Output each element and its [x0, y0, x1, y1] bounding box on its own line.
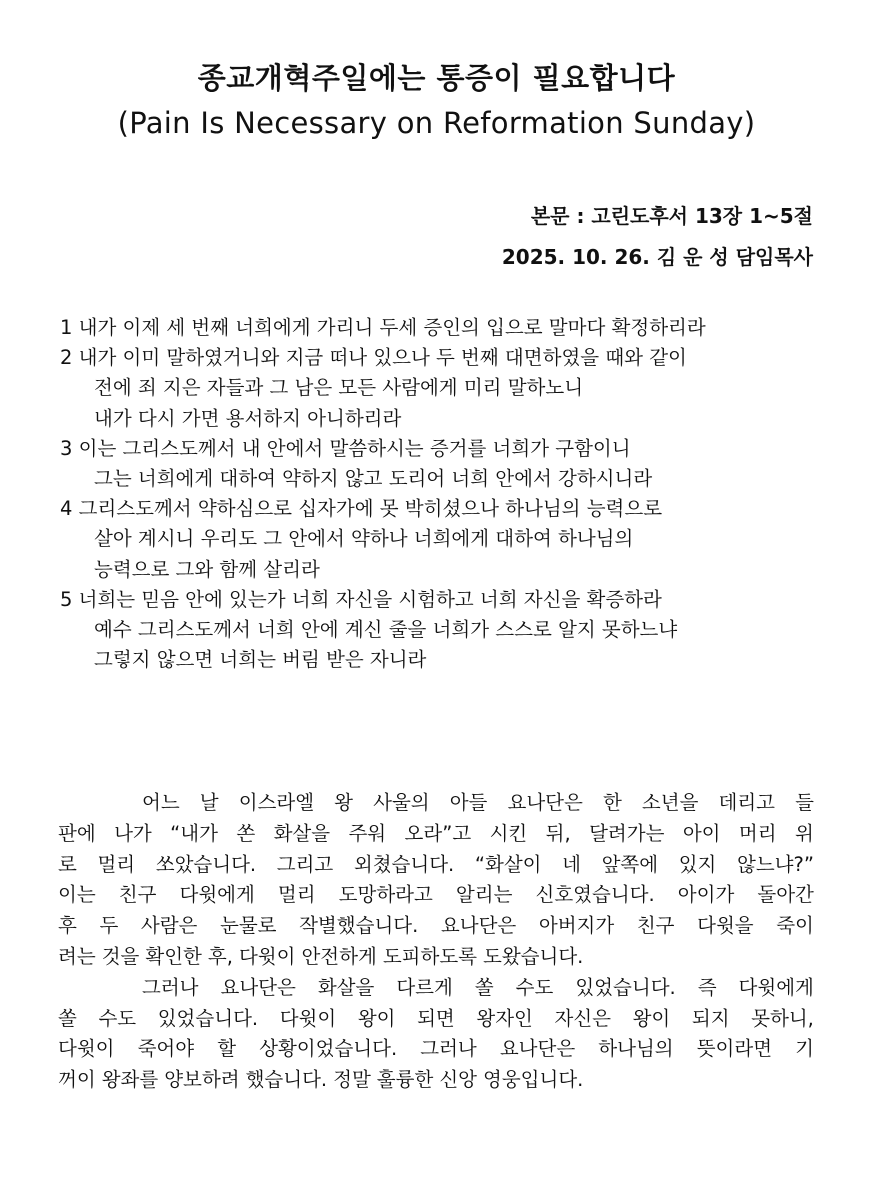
word: 아이가: [677, 883, 735, 907]
word: 데리고: [718, 791, 776, 814]
word: 다윗을: [697, 914, 754, 938]
paragraph-line: [58, 1065, 814, 1096]
word: 머리: [738, 821, 777, 845]
word: 도망하라고: [338, 883, 433, 907]
word: 양보하려: [164, 1068, 240, 1092]
word: 네: [562, 852, 581, 876]
word: 다윗에게: [738, 975, 814, 999]
word: 자신은: [554, 1006, 611, 1030]
word: 정말: [333, 1068, 371, 1092]
word: 즉: [697, 975, 717, 999]
verse-line: 내가 다시 가면 용서하지 아니하리라: [94, 406, 402, 430]
verse-line: 2 내가 이미 말하였거니와 지금 떠나 있으나 두 번째 대면하였을 때와 같이: [60, 346, 687, 370]
word: 판에: [58, 821, 96, 845]
word: 도왔습니다.: [483, 944, 584, 968]
word: 달려가는: [589, 821, 665, 845]
word: 위: [794, 821, 814, 845]
word: 하나님의: [598, 1037, 674, 1061]
word: 다윗이: [279, 1006, 337, 1030]
word: 아이: [682, 821, 721, 845]
date-and-pastor: 2025. 10. 26. 김 운 성 담임목사: [501, 245, 813, 269]
word: 뒤,: [545, 821, 571, 845]
verse-line: 그는 너희에게 대하여 약하지 않고 도리어 너희 안에서 강하시니라: [94, 466, 653, 490]
word: 오라”고: [404, 821, 472, 845]
word: 것을: [101, 944, 140, 968]
word: 들: [795, 791, 814, 814]
word: 돌아간: [757, 883, 814, 907]
word: 아버지가: [538, 914, 615, 938]
word: 어느: [142, 791, 180, 814]
word: 그러나: [420, 1037, 477, 1061]
word: 로: [58, 852, 77, 876]
word: 멀리: [97, 852, 136, 876]
word: 요나단은: [440, 914, 517, 938]
word: 나가: [114, 821, 152, 845]
word: 왕이: [357, 1006, 396, 1030]
sermon-body: [58, 788, 814, 1096]
scripture-reference: 본문 : 고린도후서 13장 1~5절: [530, 204, 813, 228]
verse-line: 살아 계시니 우리도 그 안에서 약하나 너희에게 대하여 하나님의: [94, 527, 634, 551]
word: 쏘았습니다.: [155, 852, 257, 876]
word: 신앙: [439, 1068, 477, 1092]
word: 멀리: [277, 883, 316, 907]
word: 쏠: [474, 975, 494, 999]
paragraph-line: [58, 788, 814, 819]
verse-line: 예수 그리스도께서 너희 안에 계신 줄을 너희가 스스로 알지 못하느냐: [94, 617, 678, 641]
verse-line: 3 이는 그리스도께서 내 안에서 말씀하시는 증거를 너희가 구함이니: [60, 436, 631, 460]
word: 이스라엘: [238, 791, 315, 814]
word: 뜻이라면: [696, 1037, 773, 1061]
verse-line: 5 너희는 믿음 안에 있는가 너희 자신을 시험하고 너희 자신을 확증하라: [60, 587, 662, 611]
verse-line: 능력으로 그와 함께 살리라: [94, 557, 320, 581]
word: “화살이: [474, 852, 542, 876]
word: 이는: [58, 883, 96, 907]
word: 되면: [417, 1006, 455, 1030]
word: 소년을: [641, 791, 699, 814]
scripture-verses: [60, 313, 820, 675]
paragraph-line: [58, 880, 814, 911]
word: 있지: [678, 852, 717, 876]
word: 신호였습니다.: [535, 883, 655, 907]
word: 했습니다.: [245, 1068, 328, 1092]
word: 친구: [118, 883, 157, 907]
word: 할: [217, 1037, 237, 1061]
word: 꺼이: [58, 1068, 96, 1092]
verse-line: 4 그리스도께서 약하심으로 십자가에 못 박히셨으나 하나님의 능력으로: [60, 497, 663, 521]
word: 확인한: [145, 944, 202, 968]
word: 아들: [449, 791, 488, 814]
word: 죽이: [776, 914, 814, 938]
word: 작별했습니다.: [299, 914, 419, 938]
word: 다윗에게: [179, 883, 255, 907]
word: 사람은: [140, 914, 198, 938]
word: 못하니,: [751, 1006, 814, 1030]
verse-line: 1 내가 이제 세 번째 너희에게 가리니 두세 증인의 입으로 말마다 확정하리라: [60, 316, 706, 339]
word: 다윗이: [58, 1037, 115, 1061]
word: 려는: [58, 944, 96, 968]
word: 죽어야: [137, 1037, 195, 1061]
word: 알리는: [455, 883, 513, 907]
word: 왕자인: [476, 1006, 533, 1030]
verse-line: 그렇지 않으면 너희는 버림 받은 자니라: [94, 648, 427, 672]
paragraph-line: [58, 1034, 814, 1065]
paragraph-line: [58, 942, 814, 973]
word: 되지: [691, 1006, 730, 1030]
word: 한: [602, 791, 622, 814]
word: 날: [199, 791, 219, 814]
word: 외쳤습니다.: [353, 852, 455, 876]
word: 두: [99, 914, 119, 938]
word: 친구: [636, 914, 675, 938]
word: 사울의: [373, 791, 430, 814]
word: 다르게: [396, 975, 453, 999]
word: 다윗이: [238, 944, 296, 968]
word: 도피하도록: [382, 944, 477, 968]
paragraph-line: [58, 973, 814, 1004]
word: 안전하게: [301, 944, 377, 968]
word: 앞쪽에: [601, 852, 659, 876]
word: 있었습니다.: [157, 1006, 259, 1030]
word: 요나단은: [499, 1037, 576, 1061]
page-title: 종교개혁주일에는 통증이 필요합니다: [197, 61, 676, 95]
word: 그러나: [142, 975, 199, 999]
word: 왕좌를: [101, 1068, 159, 1092]
word: 쏜: [236, 821, 256, 845]
word: 기: [795, 1037, 814, 1061]
word: 요나단은: [507, 791, 583, 814]
word: 수도: [98, 1006, 137, 1030]
paragraph-line: [58, 819, 814, 850]
word: 왕: [334, 791, 354, 814]
word: 훌륭한: [376, 1068, 434, 1092]
word: 요나단은: [220, 975, 296, 999]
paragraph-line: [58, 1004, 814, 1035]
word: 후,: [207, 944, 233, 968]
word: 화살을: [317, 975, 375, 999]
word: 수도: [515, 975, 554, 999]
word: 주워: [348, 821, 387, 845]
word: 시킨: [489, 821, 528, 845]
word: 화살을: [273, 821, 331, 845]
paragraph-line: [58, 850, 814, 881]
verse-line: 전에 죄 지은 자들과 그 남은 모든 사람에게 미리 말하노니: [94, 376, 584, 400]
word: 영웅입니다.: [483, 1068, 584, 1092]
word: 그리고: [276, 852, 334, 876]
word: 있었습니다.: [575, 975, 676, 999]
paragraph-line: [58, 911, 814, 942]
word: “내가: [170, 821, 218, 845]
word: 후: [58, 914, 77, 938]
word: 쏠: [58, 1006, 77, 1030]
word: 왕이: [632, 1006, 671, 1030]
word: 눈물로: [219, 914, 277, 938]
page-subtitle: (Pain Is Necessary on Reformation Sunday): [117, 106, 756, 140]
word: 상황이었습니다.: [259, 1037, 398, 1061]
word: 않느냐?”: [736, 852, 814, 876]
